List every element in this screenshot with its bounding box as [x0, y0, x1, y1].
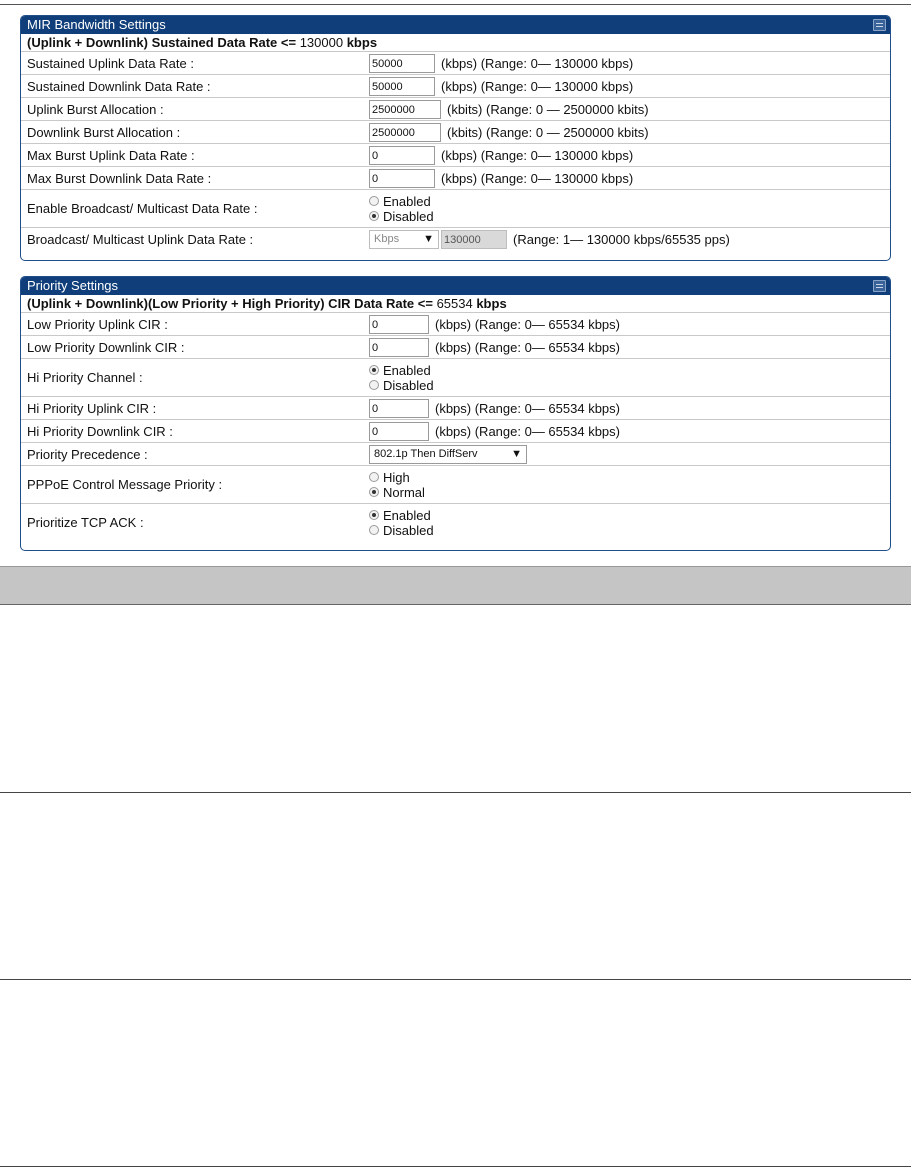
priority-panel-header: [21, 277, 890, 295]
priority-settings-panel: [20, 276, 891, 551]
select-value: Kbps: [374, 233, 400, 245]
sustained-uplink-input[interactable]: 50000: [369, 54, 435, 73]
radio-label: High: [383, 469, 410, 485]
collapse-icon[interactable]: [873, 280, 886, 292]
table-header: [0, 566, 911, 605]
max-burst-uplink-row: [21, 144, 890, 167]
broadcast-enabled-radio[interactable]: [369, 194, 434, 209]
max-burst-downlink-input[interactable]: 0: [369, 169, 435, 188]
range-text: (kbps) (Range: 0— 65534 kbps): [435, 316, 620, 332]
radio-icon: [369, 472, 379, 482]
sustained-downlink-row: [21, 75, 890, 98]
top-rule: [0, 4, 911, 5]
field-label: Uplink Burst Allocation :: [27, 101, 164, 117]
field-label: Enable Broadcast/ Multicast Data Rate :: [27, 201, 258, 216]
broadcast-disabled-radio[interactable]: [369, 209, 434, 224]
radio-icon: [369, 525, 379, 535]
radio-icon: [369, 196, 379, 206]
field-label: Hi Priority Downlink CIR :: [27, 423, 173, 439]
hi-priority-downlink-row: [21, 420, 890, 443]
tcp-ack-radio-group: [369, 508, 434, 538]
sustained-uplink-row: [21, 52, 890, 75]
field-label: Low Priority Downlink CIR :: [27, 339, 185, 355]
tcp-ack-enabled-radio[interactable]: [369, 508, 434, 523]
sustained-downlink-input[interactable]: 50000: [369, 77, 435, 96]
hi-channel-disabled-radio[interactable]: [369, 378, 434, 393]
tcp-ack-disabled-radio[interactable]: [369, 523, 434, 538]
rate-unit-select[interactable]: [369, 230, 439, 249]
priority-precedence-select[interactable]: [369, 445, 527, 464]
field-label: Low Priority Uplink CIR :: [27, 316, 168, 332]
chevron-down-icon: ▼: [511, 448, 522, 460]
range-text: (kbps) (Range: 0— 130000 kbps): [441, 147, 634, 163]
field-label: Prioritize TCP ACK :: [27, 515, 144, 530]
radio-label: Disabled: [383, 377, 434, 393]
radio-label: Disabled: [383, 208, 434, 224]
max-burst-downlink-row: [21, 167, 890, 190]
table-row-divider: [0, 792, 911, 793]
range-text: (kbps) (Range: 0— 65534 kbps): [435, 423, 620, 439]
hi-priority-uplink-row: [21, 397, 890, 420]
radio-selected-icon: [369, 510, 379, 520]
pppoe-priority-row: [21, 466, 890, 504]
range-text: (kbps) (Range: 0— 130000 kbps): [441, 170, 634, 186]
range-text: (kbps) (Range: 0— 65534 kbps): [435, 400, 620, 416]
field-label: Priority Precedence :: [27, 446, 148, 462]
field-label: Max Burst Uplink Data Rate :: [27, 147, 195, 163]
max-burst-uplink-input[interactable]: 0: [369, 146, 435, 165]
select-value: 802.1p Then DiffServ: [374, 448, 478, 460]
radio-selected-icon: [369, 487, 379, 497]
mir-panel-title: MIR Bandwidth Settings: [27, 17, 166, 32]
range-text: (kbits) (Range: 0 — 2500000 kbits): [447, 101, 649, 117]
mir-summary-prefix: (Uplink + Downlink) Sustained Data Rate <=: [27, 35, 300, 50]
collapse-icon[interactable]: [873, 19, 886, 31]
field-label: Broadcast/ Multicast Uplink Data Rate :: [27, 231, 254, 247]
radio-label: Normal: [383, 484, 425, 500]
range-text: (kbps) (Range: 0— 130000 kbps): [441, 55, 634, 71]
downlink-burst-row: [21, 121, 890, 144]
low-priority-downlink-input[interactable]: 0: [369, 338, 429, 357]
radio-label: Disabled: [383, 522, 434, 538]
broadcast-enable-row: [21, 190, 890, 228]
hi-channel-enabled-radio[interactable]: [369, 363, 434, 378]
range-text: (kbits) (Range: 0 — 2500000 kbits): [447, 124, 649, 140]
pppoe-normal-radio[interactable]: [369, 485, 425, 500]
low-priority-downlink-row: [21, 336, 890, 359]
field-label: Downlink Burst Allocation :: [27, 124, 181, 140]
hi-priority-uplink-input[interactable]: 0: [369, 399, 429, 418]
priority-summary-unit: kbps: [472, 296, 507, 311]
downlink-burst-input[interactable]: 2500000: [369, 123, 441, 142]
uplink-burst-row: [21, 98, 890, 121]
radio-icon: [369, 380, 379, 390]
broadcast-rate-input: 130000: [441, 230, 507, 249]
range-text: (Range: 1— 130000 kbps/65535 pps): [513, 231, 730, 247]
radio-label: Enabled: [383, 193, 431, 209]
radio-selected-icon: [369, 365, 379, 375]
mir-summary-value: 130000: [299, 35, 344, 50]
priority-precedence-row: [21, 443, 890, 466]
field-label: Sustained Downlink Data Rate :: [27, 78, 211, 94]
priority-panel-title: Priority Settings: [27, 278, 119, 293]
hi-priority-channel-row: [21, 359, 890, 397]
prioritize-tcp-ack-row: [21, 504, 890, 541]
priority-summary: [21, 295, 890, 313]
radio-label: Enabled: [383, 507, 431, 523]
radio-label: Enabled: [383, 362, 431, 378]
field-label: Max Burst Downlink Data Rate :: [27, 170, 212, 186]
low-priority-uplink-input[interactable]: 0: [369, 315, 429, 334]
field-label: Hi Priority Uplink CIR :: [27, 400, 157, 416]
radio-selected-icon: [369, 211, 379, 221]
priority-summary-prefix: (Uplink + Downlink)(Low Priority + High Priority) CIR Data Rate <=: [27, 296, 437, 311]
mir-panel-header: [21, 16, 890, 34]
uplink-burst-input[interactable]: 2500000: [369, 100, 441, 119]
mir-bandwidth-panel: [20, 15, 891, 261]
table-row-divider: [0, 979, 911, 980]
field-label: PPPoE Control Message Priority :: [27, 477, 223, 492]
range-text: (kbps) (Range: 0— 65534 kbps): [435, 339, 620, 355]
priority-summary-value: 65534: [436, 296, 473, 311]
field-label: Sustained Uplink Data Rate :: [27, 55, 194, 71]
mir-summary-unit: kbps: [343, 35, 378, 50]
field-label: Hi Priority Channel :: [27, 370, 143, 385]
pppoe-priority-radio-group: [369, 470, 425, 500]
low-priority-uplink-row: [21, 313, 890, 336]
broadcast-enable-radio-group: [369, 194, 434, 224]
pppoe-high-radio[interactable]: [369, 470, 425, 485]
table-row-divider: [0, 1166, 911, 1167]
mir-summary: [21, 34, 890, 52]
range-text: (kbps) (Range: 0— 130000 kbps): [441, 78, 634, 94]
chevron-down-icon: ▼: [423, 233, 434, 245]
hi-priority-downlink-input[interactable]: 0: [369, 422, 429, 441]
broadcast-rate-row: [21, 228, 890, 250]
hi-priority-channel-radio-group: [369, 363, 434, 393]
